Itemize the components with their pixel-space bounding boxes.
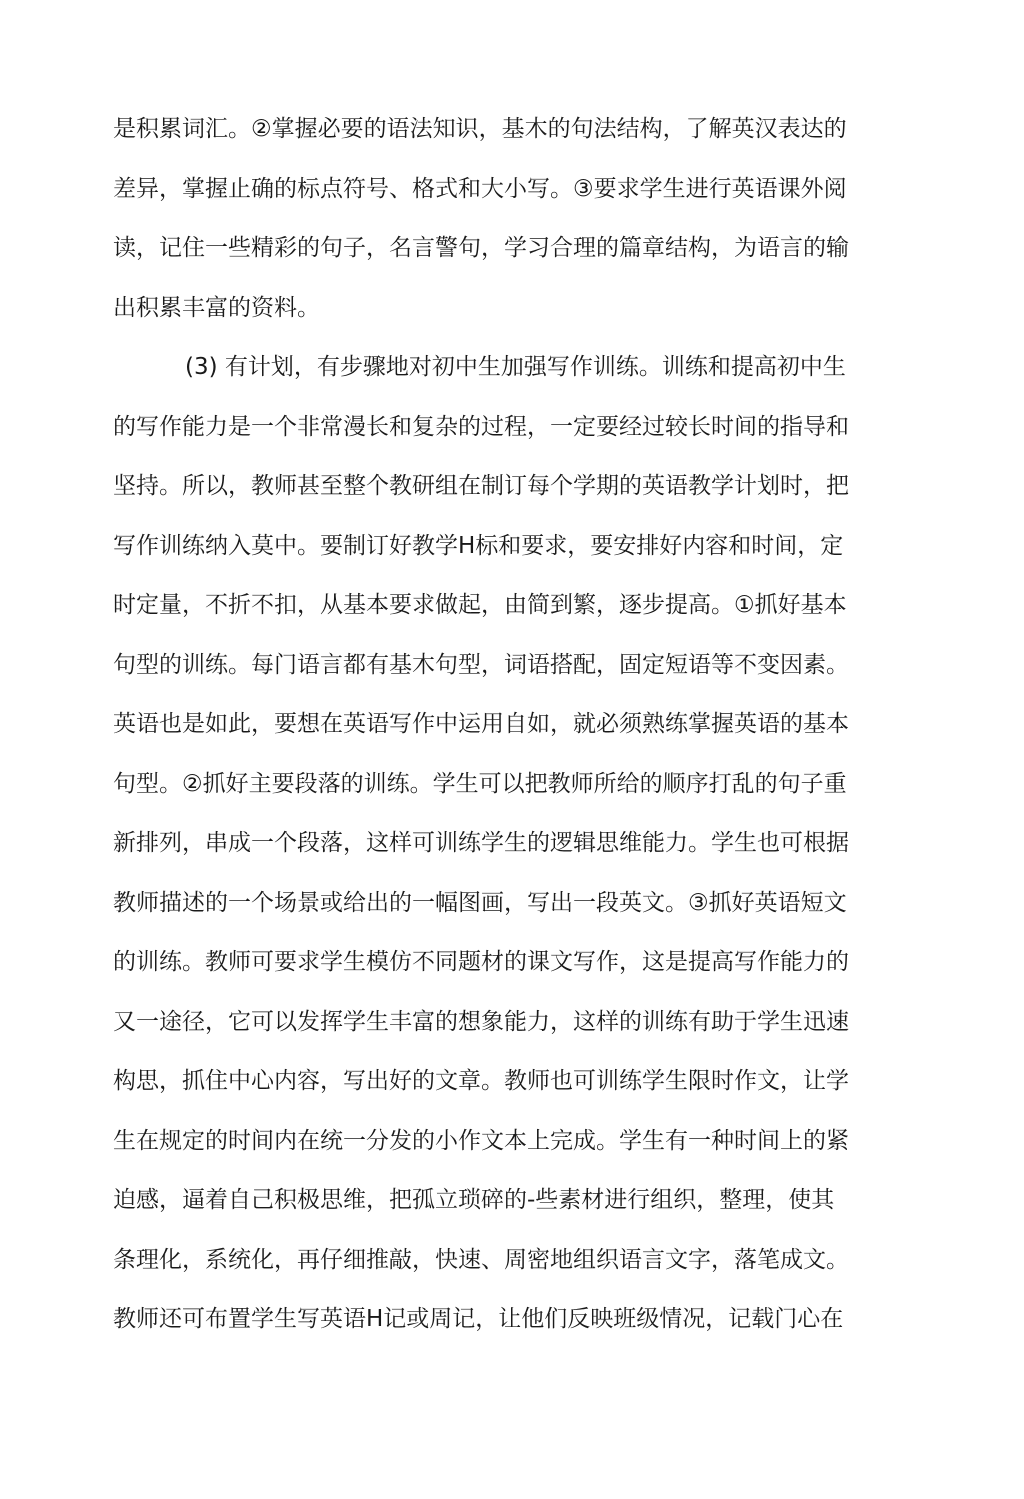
document-page [113,100,883,1350]
text-line: 坚持。所以，教师甚至整个教研组在制订每个学期的英语教学计划时，把 [113,473,849,499]
text-line: 时定量，不折不扣，从基本要求做起，由简到繁，逐步提高。①抓好基本 [113,592,847,618]
text-line: 生在规定的时间内在统一分发的小作文本上完成。学生有一种时间上的紧 [113,1127,849,1154]
text-line: 的写作能力是一个非常漫长和复杂的过程，一定要经过较长时间的指导和 [113,413,849,440]
text-line: 构思，抓住中心内容，写出好的文章。教师也可训练学生限时作文，让学 [113,1068,849,1094]
text-line: 读，记住一些精彩的句子，名言警句，学习合理的篇章结构，为语言的输 [113,235,849,261]
text-line: 迫感，逼着自己积极思维，把孤立琐碎的-些素材进行组织，整理，使其 [113,1187,835,1213]
text-line: 句型的训练。每门语言都有基木句型，词语搭配，固定短语等不变因素。 [113,651,849,678]
text-line: 条理化，系统化，再仔细推敲，快速、周密地组织语言文字，落笔成文。 [113,1246,849,1273]
text-line: 写作训练纳入莫中。要制订好教学H标和要求，要安排好内容和时间，定 [113,532,844,559]
text-line: 英语也是如此，要想在英语写作中运用自如，就必须熟练掌握英语的基本 [113,711,849,737]
text-line: 又一途径，它可以发挥学生丰富的想象能力，这样的训练有助于学生迅速 [113,1008,849,1035]
text-line: 教师描述的一个场景或给出的一幅图画，写出一段英文。③抓好英语短文 [113,889,847,916]
paragraph-start-line: (3) 有计划，有步骤地对初中生加强写作训练。训练和提高初中生 [185,354,846,380]
text-line: 的训练。教师可要求学生模仿不同题材的课文写作，这是提高写作能力的 [113,949,849,975]
text-line: 新排列，串成一个段落，这样可训练学生的逻辑思维能力。学生也可根据 [113,830,849,856]
text-line: 是积累词汇。②掌握必要的语法知识，基木的句法结构，了解英汉表达的 [113,116,847,142]
text-line: 出积累丰富的资料。 [113,294,320,321]
text-line: 教师还可布置学生写英语H记或周记，让他们反映班级情况，记载门心在 [113,1306,844,1332]
text-line: 句型。②抓好主要段落的训练。学生可以把教师所给的顺序打乱的句子重 [113,770,847,797]
text-line: 差异，掌握止确的标点符号、格式和大小写。③要求学生进行英语课外阅 [113,175,847,202]
